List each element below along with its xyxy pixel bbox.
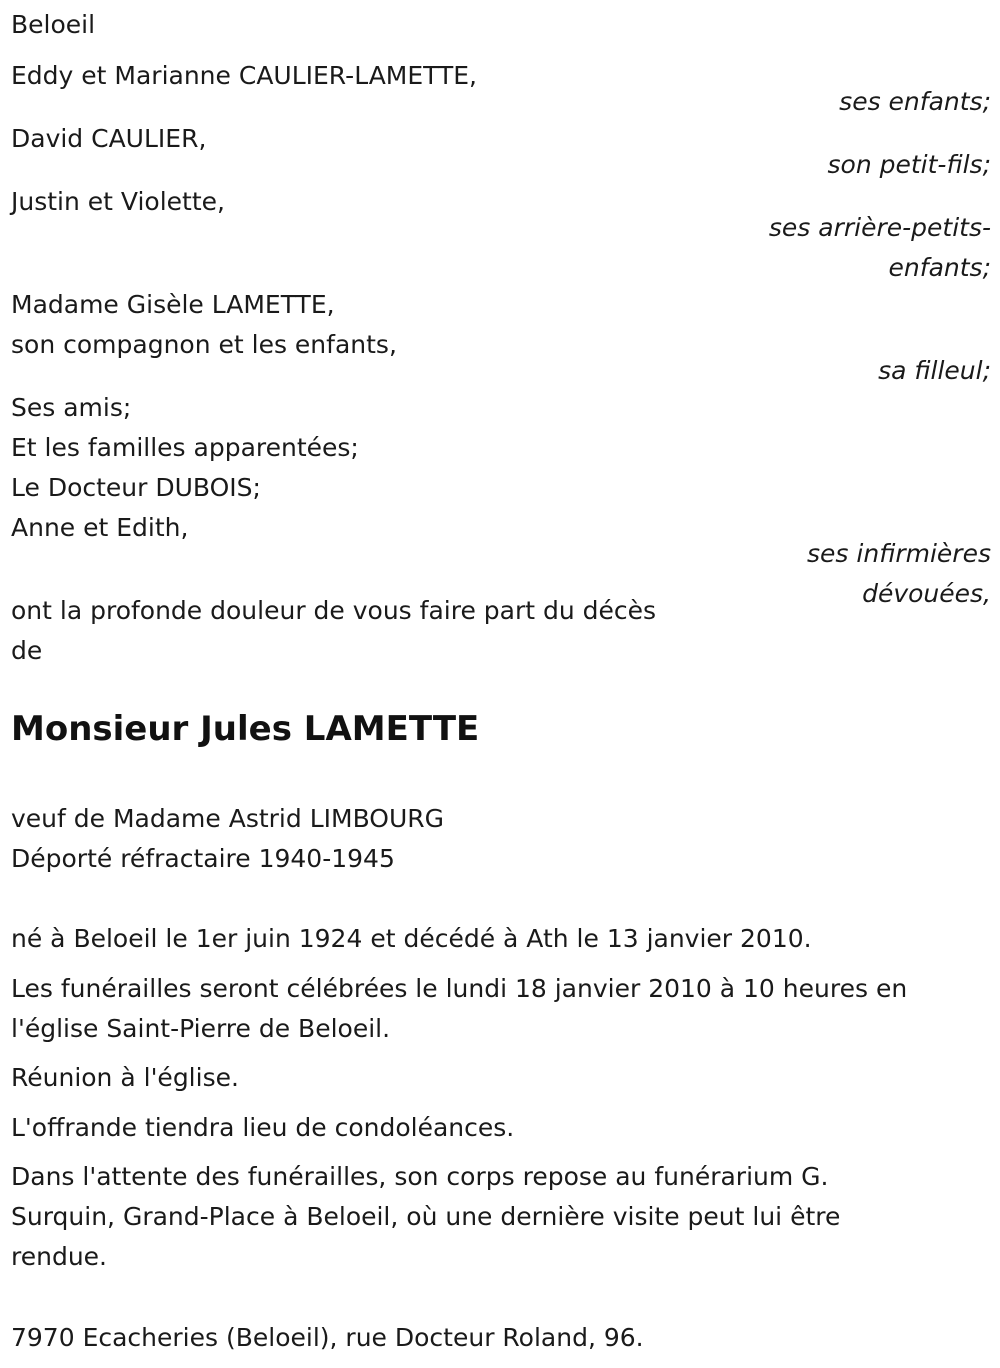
family-grandson-role: son petit-fils;	[827, 150, 991, 179]
others-doctor: Le Docteur DUBOIS;	[11, 473, 261, 502]
godchild-line2: son compagnon et les enfants,	[11, 330, 397, 359]
deported-line: Déporté réfractaire 1940-1945	[11, 844, 395, 873]
nurses-role-line2: dévouées,	[862, 579, 991, 608]
family-great-grandchildren-role-line1: ses arrière-petits-	[768, 213, 991, 242]
family-children-role: ses enfants;	[839, 87, 991, 116]
funeral-line1: Les funérailles seront célébrées le lundi 18 janvier 2010 à 10 heures en	[11, 974, 908, 1003]
funeral-line2: l'église Saint-Pierre de Beloeil.	[11, 1014, 391, 1043]
others-families: Et les familles apparentées;	[11, 433, 359, 462]
widower-line: veuf de Madame Astrid LIMBOURG	[11, 804, 444, 833]
family-grandson-name: David CAULIER,	[11, 124, 207, 153]
offering-line: L'offrande tiendra lieu de condoléances.	[11, 1113, 515, 1142]
rest-line1: Dans l'attente des funérailles, son corps repose au funérarium G.	[11, 1162, 829, 1191]
announcement-line2: de	[11, 636, 43, 665]
others-friends: Ses amis;	[11, 393, 132, 422]
address-line: 7970 Ecacheries (Beloeil), rue Docteur Roland, 96.	[11, 1323, 644, 1352]
deceased-name: Monsieur Jules LAMETTE	[11, 709, 480, 749]
nurses-role-line1: ses infirmières	[807, 539, 991, 568]
family-great-grandchildren-role-line2: enfants;	[888, 253, 991, 282]
others-nurses: Anne et Edith,	[11, 513, 189, 542]
godchild-role: sa filleul;	[878, 356, 991, 385]
meeting-line: Réunion à l'église.	[11, 1063, 239, 1092]
announcement-line1: ont la profonde douleur de vous faire part du décès	[11, 596, 657, 625]
rest-line2: Surquin, Grand-Place à Beloeil, où une dernière visite peut lui être	[11, 1202, 841, 1231]
family-great-grandchildren-name: Justin et Violette,	[11, 187, 225, 216]
godchild-line1: Madame Gisèle LAMETTE,	[11, 290, 335, 319]
family-children-name: Eddy et Marianne CAULIER-LAMETTE,	[11, 61, 478, 90]
city-heading: Beloeil	[11, 10, 96, 39]
rest-line3: rendue.	[11, 1242, 107, 1271]
birth-death-line: né à Beloeil le 1er juin 1924 et décédé à Ath le 13 janvier 2010.	[11, 924, 812, 953]
